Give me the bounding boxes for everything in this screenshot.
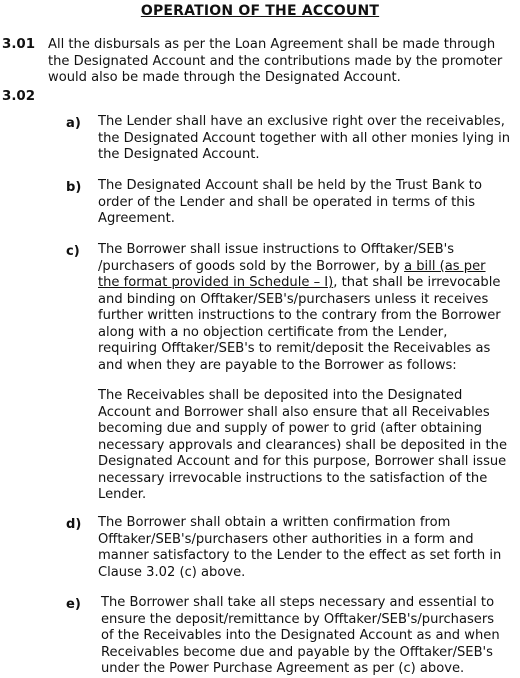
text-line: the Designated Account. [98,147,260,162]
text-line: would also be made through the Designated Account. [48,70,401,85]
text-line: order of the Lender and shall be operated in terms of this [98,194,476,210]
text-line: and binding on Offtaker/SEB's/purchasers unless it receives [98,291,489,307]
clause-e-label: e) [66,597,81,612]
text-line [98,259,501,276]
section-3-01-text [48,37,502,87]
section-number-3-02: 3.02 [2,89,36,104]
clause-d-text [98,515,501,581]
text-fragment: , that shall be irrevocable [333,275,501,290]
text-line: The Receivables shall be deposited into the Designated [98,388,463,403]
clause-c-label: c) [66,244,80,259]
text-line: necessary irrevocable instructions to the satisfaction of the [98,470,488,486]
clause-b-text [98,178,482,228]
text-line: along with a no objection certificate from the Lender, [98,324,448,340]
text-line: manner satisfactory to the Lender to the effect as set forth in [98,548,502,563]
text-line: The Borrower shall obtain a written confirmation from [98,515,451,530]
text-line: The Designated Account shall be held by the Trust Bank to [98,178,482,193]
text-line [98,275,501,292]
text-line: Agreement. [98,211,175,226]
text-line: The Borrower shall issue instructions to Offtaker/SEB's [98,242,455,257]
text-line: Offtaker/SEB's/purchasers other authorities in a form and [98,531,474,547]
text-line: ensure the deposit/remittance by Offtaker/SEB's/purchasers [101,611,495,627]
text-line: and when they are payable to the Borrower as follows: [98,357,457,373]
clause-c-paragraph-2 [98,388,507,504]
clause-c-text [98,242,501,374]
text-fragment: /purchasers of goods sold by the Borrower, by [98,258,405,274]
schedule-reference: the format provided in Schedule – I) [98,275,334,290]
text-line: the Designated Account and the contributions made by the promoter [48,53,503,69]
schedule-reference: a bill (as per [404,258,486,274]
text-line: Clause 3.02 (c) above. [98,564,246,580]
section-heading: OPERATION OF THE ACCOUNT [140,3,380,19]
text-line: The Borrower shall take all steps necessary and essential to [101,595,495,610]
clause-a-label: a) [66,116,81,131]
text-line: The Lender shall have an exclusive right over the receivables, [98,114,505,129]
text-line: of the Receivables into the Designated Account as and when [101,628,500,643]
text-line: Designated Account and for this purpose, Borrower shall issue [98,454,507,469]
clause-b-label: b) [66,180,82,195]
text-line: All the disbursals as per the Loan Agreement shall be made through [48,37,496,52]
text-line: the Designated Account together with all other monies lying in [98,130,511,146]
text-line: Receivables become due and payable by the Offtaker/SEB's [101,644,493,660]
clause-e-text [101,595,500,678]
text-line: becoming due and supply of power to grid (after obtaining [98,421,483,436]
section-number-3-01: 3.01 [2,37,36,52]
text-line: further written instructions to the contrary from the Borrower [98,308,501,323]
clause-d-label: d) [66,517,82,532]
text-line: Account and Borrower shall also ensure that all Receivables [98,404,490,420]
clause-a-text [98,114,510,164]
text-line: requiring Offtaker/SEB's to remit/deposit the Receivables as [98,341,491,356]
text-line: under the Power Purchase Agreement as per (c) above. [101,661,465,676]
text-line: Lender. [98,487,147,502]
text-line: necessary approvals and clearances) shall be deposited in the [98,437,507,453]
